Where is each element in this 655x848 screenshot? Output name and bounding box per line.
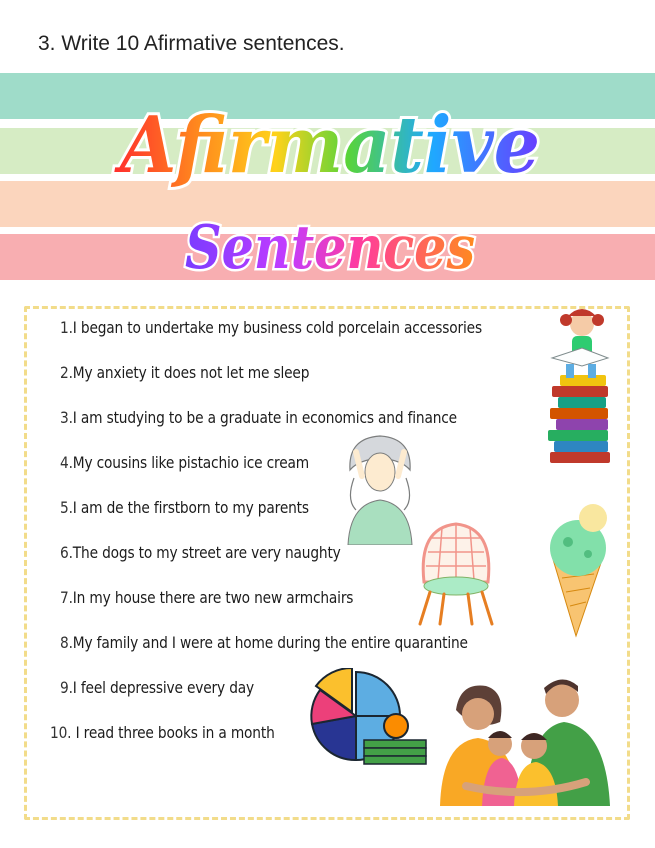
sentence-10: 10. I read three books in a month xyxy=(50,723,275,742)
sentence-2: 2.My anxiety it does not let me sleep xyxy=(60,363,310,382)
sentence-1: 1.I began to undertake my business cold porcelain accessories xyxy=(60,318,482,337)
family-hug-icon xyxy=(436,676,616,806)
sentence-9: 9.I feel depressive every day xyxy=(60,678,255,697)
girl-reading-on-books-icon xyxy=(538,302,618,467)
sentence-7: 7.In my house there are two new armchairs xyxy=(60,588,354,607)
sentence-4: 4.My cousins like pistachio ice cream xyxy=(60,453,309,472)
title-line2: Sentences xyxy=(185,213,475,283)
title-line1: Afirmative xyxy=(113,100,540,191)
title-banner xyxy=(0,70,655,285)
armchair-icon xyxy=(416,518,496,628)
sentence-3: 3.I am studying to be a graduate in economics and finance xyxy=(60,408,457,427)
sentence-5: 5.I am de the firstborn to my parents xyxy=(60,498,309,517)
sentence-6: 6.The dogs to my street are very naughty xyxy=(60,543,341,562)
instruction-text: 3. Write 10 Afirmative sentences. xyxy=(38,32,345,55)
pistachio-ice-cream-icon xyxy=(538,504,618,639)
stressed-woman-icon xyxy=(340,430,420,545)
sentence-8: 8.My family and I were at home during the entire quarantine xyxy=(60,633,468,652)
pie-chart-money-icon xyxy=(308,668,434,770)
